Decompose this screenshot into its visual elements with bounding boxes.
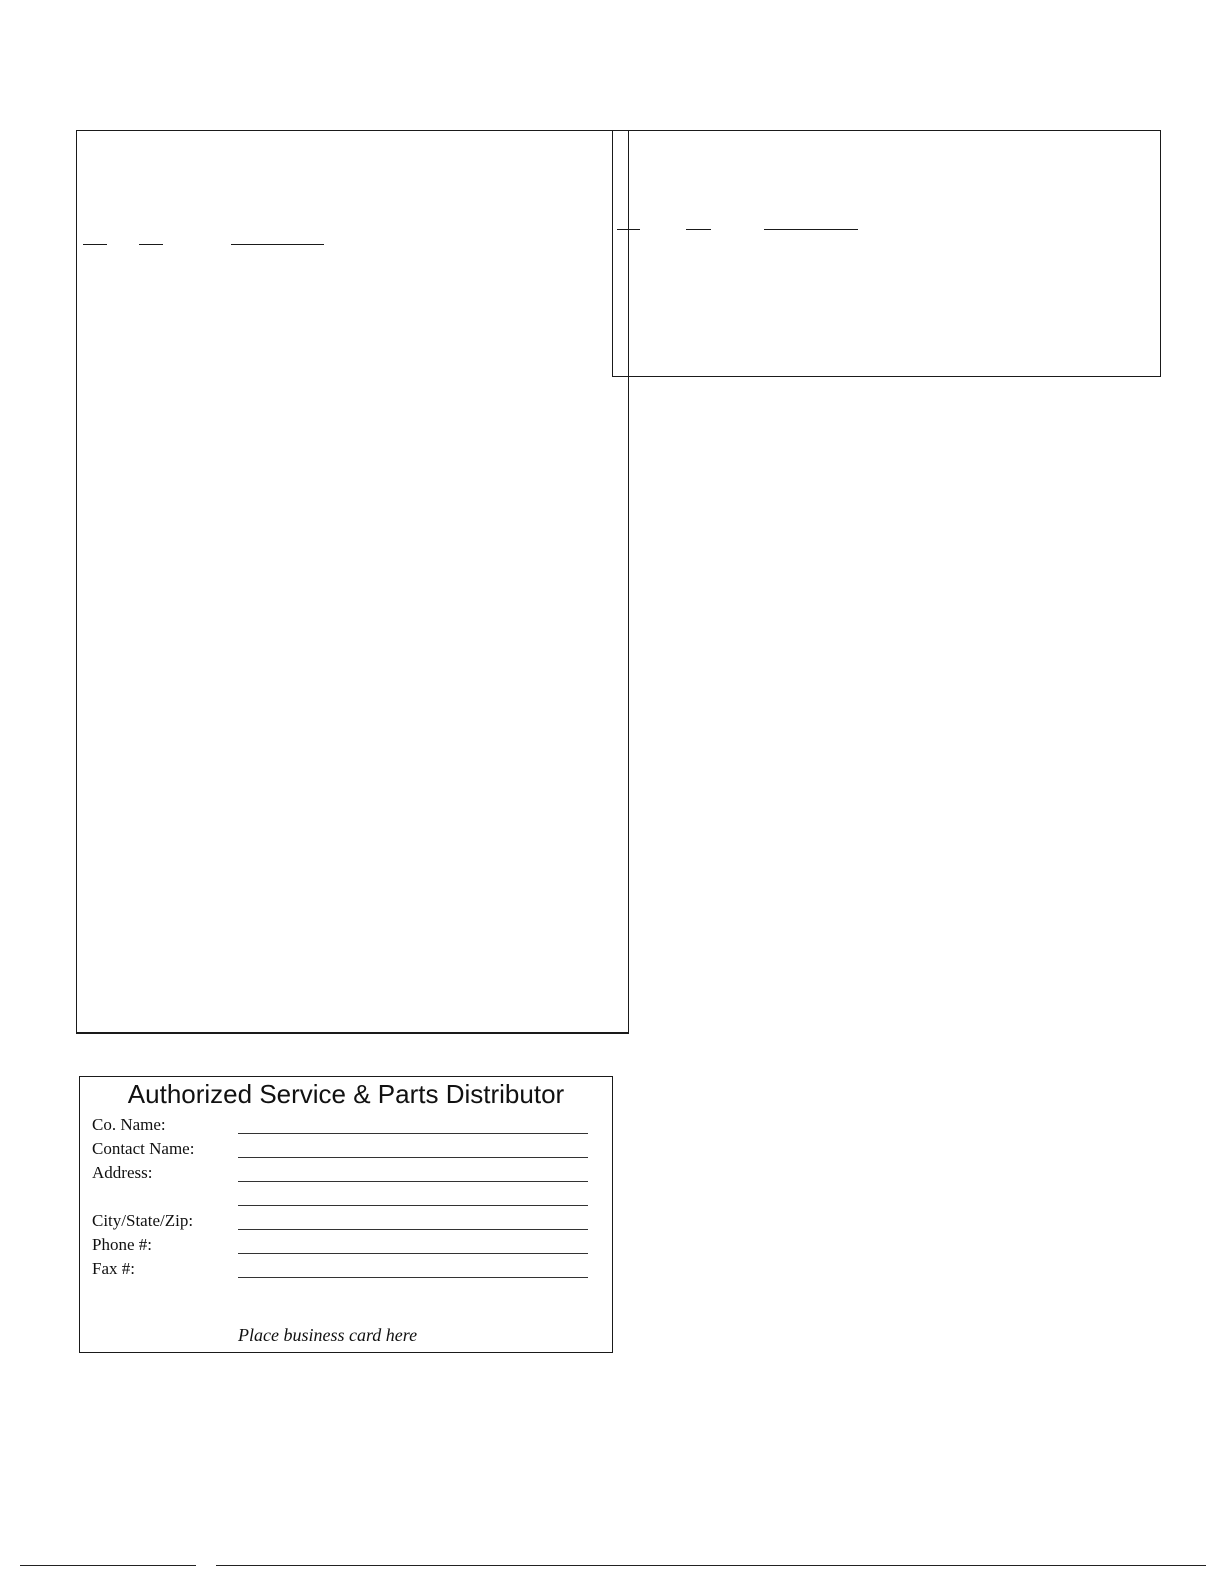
fax-label: Fax #: <box>92 1259 135 1278</box>
right-panel <box>612 130 1161 377</box>
city-state-zip-label: City/State/Zip: <box>92 1211 194 1230</box>
left-panel-blank-2 <box>139 244 163 245</box>
phone-label: Phone #: <box>92 1235 152 1254</box>
address-field-line-2[interactable] <box>238 1205 588 1206</box>
contact-name-label: Contact Name: <box>92 1139 195 1158</box>
address-label: Address: <box>92 1163 153 1182</box>
co-name-field[interactable] <box>238 1133 588 1134</box>
bottom-rule-left <box>20 1565 196 1566</box>
bottom-rule-right <box>216 1565 1206 1566</box>
fax-field[interactable] <box>238 1277 588 1278</box>
city-state-zip-field[interactable] <box>238 1229 588 1230</box>
phone-field[interactable] <box>238 1253 588 1254</box>
business-card-note: Place business card here <box>238 1325 418 1345</box>
left-panel-blank-3 <box>231 244 324 245</box>
distributor-card-title: Authorized Service & Parts Distributor <box>127 1079 565 1109</box>
right-panel-blank-1 <box>617 229 640 230</box>
address-field-line-1[interactable] <box>238 1181 588 1182</box>
right-panel-blank-3 <box>764 229 858 230</box>
left-panel-blank-1 <box>83 244 107 245</box>
contact-name-field[interactable] <box>238 1157 588 1158</box>
right-panel-blank-2 <box>686 229 711 230</box>
co-name-label: Co. Name: <box>92 1115 166 1134</box>
left-panel <box>76 130 629 1034</box>
